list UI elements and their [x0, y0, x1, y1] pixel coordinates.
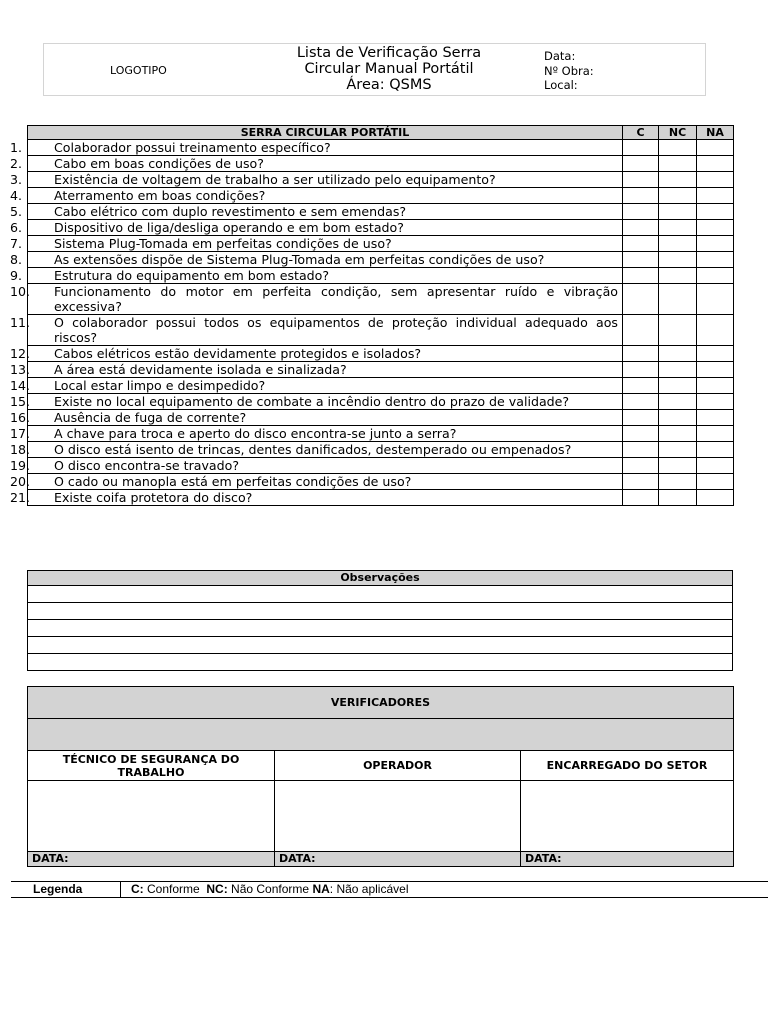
answer-nc-cell[interactable] [659, 346, 697, 362]
answer-nc-cell[interactable] [659, 220, 697, 236]
col-conforme: C [623, 126, 659, 140]
answer-c-cell[interactable] [623, 188, 659, 204]
checklist-table [10, 125, 734, 506]
checklist-question [10, 490, 623, 506]
question-content [10, 140, 618, 155]
checklist-row [28, 394, 734, 410]
checklist-row [28, 156, 734, 172]
question-number: 9. [10, 268, 23, 283]
work-number-label: Nº Obra: [544, 63, 594, 78]
answer-na-cell[interactable] [697, 204, 734, 220]
question-number: 19. [10, 458, 31, 473]
question-text: A área está devidamente isolada e sinalizada? [54, 362, 347, 377]
question-content [10, 172, 618, 187]
observation-line[interactable] [28, 637, 733, 654]
answer-c-cell[interactable] [623, 378, 659, 394]
legend-nc-text: Não Conforme [231, 882, 310, 896]
checklist-row [28, 362, 734, 378]
question-text: O disco está isento de trincas, dentes danificados, destemperado ou empenados? [54, 442, 572, 457]
answer-c-cell[interactable] [623, 426, 659, 442]
answer-c-cell[interactable] [623, 252, 659, 268]
date-label: Data: [544, 49, 576, 63]
answer-na-cell[interactable] [697, 410, 734, 426]
observation-line[interactable] [28, 586, 733, 603]
answer-c-cell[interactable] [623, 458, 659, 474]
question-number: 2. [10, 156, 23, 171]
answer-na-cell[interactable] [697, 220, 734, 236]
checklist-header-row [28, 126, 734, 140]
answer-c-cell[interactable] [623, 220, 659, 236]
legend [11, 881, 768, 898]
checklist-row [28, 284, 734, 315]
question-text: Local estar limpo e desimpedido? [54, 378, 266, 393]
verifiers-table [27, 686, 734, 867]
question-content [10, 220, 618, 235]
checklist-row [28, 315, 734, 346]
question-content [10, 188, 618, 203]
question-content [10, 204, 618, 219]
answer-c-cell[interactable] [623, 172, 659, 188]
role-safety-technician: TÉCNICO DE SEGURANÇA DO TRABALHO [28, 751, 275, 781]
legend-text [131, 882, 409, 897]
checklist-question [10, 220, 623, 236]
checklist-question [10, 362, 623, 378]
answer-na-cell[interactable] [697, 156, 734, 172]
answer-nc-cell[interactable] [659, 236, 697, 252]
question-content [10, 315, 618, 345]
date-sector-supervisor[interactable]: DATA: [521, 852, 734, 867]
question-text: Funcionamento do motor em perfeita condição, sem apresentar ruído e vibração excessiva? [54, 284, 618, 314]
question-number: 3. [10, 172, 23, 187]
question-number: 21. [10, 490, 31, 505]
answer-nc-cell[interactable] [659, 426, 697, 442]
legend-c-text: Conforme [147, 882, 200, 896]
checklist-question [10, 442, 623, 458]
answer-nc-cell[interactable] [659, 188, 697, 204]
question-content [10, 474, 618, 489]
question-content [10, 362, 618, 377]
observations-table [27, 570, 733, 671]
answer-c-cell[interactable] [623, 490, 659, 506]
question-text: Existência de voltagem de trabalho a ser utilizado pelo equipamento? [54, 172, 496, 187]
question-content [10, 394, 618, 409]
question-text: Existe no local equipamento de combate a incêndio dentro do prazo de validade? [54, 394, 570, 409]
answer-na-cell[interactable] [697, 378, 734, 394]
checklist-question [10, 284, 623, 315]
answer-na-cell[interactable] [697, 362, 734, 378]
checklist-question [10, 426, 623, 442]
legend-na-text: : Não aplicável [329, 882, 409, 896]
answer-c-cell[interactable] [623, 156, 659, 172]
checklist-question [10, 410, 623, 426]
answer-na-cell[interactable] [697, 172, 734, 188]
question-number: 6. [10, 220, 23, 235]
answer-na-cell[interactable] [697, 268, 734, 284]
question-number: 18. [10, 442, 31, 457]
checklist-question [10, 346, 623, 362]
question-text: O disco encontra-se travado? [54, 458, 240, 473]
legend-c-key: C: [131, 882, 144, 896]
observation-line[interactable] [28, 603, 733, 620]
checklist-row [28, 188, 734, 204]
checklist-question [10, 236, 623, 252]
checklist-question [10, 315, 623, 346]
title-line-3: Área: QSMS [346, 77, 432, 93]
question-text: Ausência de fuga de corrente? [54, 410, 247, 425]
question-text: Colaborador possui treinamento específico? [54, 140, 331, 155]
answer-na-cell[interactable] [697, 252, 734, 268]
answer-c-cell[interactable] [623, 268, 659, 284]
checklist-row [28, 490, 734, 506]
date-safety-technician[interactable]: DATA: [28, 852, 275, 867]
answer-c-cell[interactable] [623, 315, 659, 346]
answer-nc-cell[interactable] [659, 394, 697, 410]
answer-c-cell[interactable] [623, 236, 659, 252]
question-content [10, 236, 618, 251]
answer-na-cell[interactable] [697, 284, 734, 315]
answer-nc-cell[interactable] [659, 268, 697, 284]
col-nao-aplicavel: NA [697, 126, 734, 140]
answer-na-cell[interactable] [697, 188, 734, 204]
document-title [256, 45, 522, 93]
document-header [43, 43, 706, 96]
answer-na-cell[interactable] [697, 140, 734, 156]
checklist-question [10, 268, 623, 284]
legend-label: Legenda [11, 882, 121, 897]
answer-c-cell[interactable] [623, 140, 659, 156]
observation-line[interactable] [28, 620, 733, 637]
answer-nc-cell[interactable] [659, 284, 697, 315]
answer-nc-cell[interactable] [659, 172, 697, 188]
col-nao-conforme: NC [659, 126, 697, 140]
checklist-row [28, 426, 734, 442]
verifiers-heading: VERIFICADORES [28, 687, 734, 719]
signature-sector-supervisor[interactable] [521, 781, 734, 852]
question-content [10, 156, 618, 171]
question-content [10, 426, 618, 441]
answer-na-cell[interactable] [697, 490, 734, 506]
answer-nc-cell[interactable] [659, 410, 697, 426]
question-number: 1. [10, 140, 23, 155]
question-text: Estrutura do equipamento em bom estado? [54, 268, 330, 283]
answer-c-cell[interactable] [623, 410, 659, 426]
signature-safety-technician[interactable] [28, 781, 275, 852]
question-number: 16. [10, 410, 31, 425]
checklist-row [28, 268, 734, 284]
verifiers-subheader [28, 719, 734, 751]
question-number: 10. [10, 284, 31, 299]
answer-c-cell[interactable] [623, 474, 659, 490]
answer-na-cell[interactable] [697, 426, 734, 442]
checklist-question [10, 140, 623, 156]
question-text: Cabos elétricos estão devidamente protegidos e isolados? [54, 346, 422, 361]
observation-line[interactable] [28, 654, 733, 671]
checklist-row [28, 236, 734, 252]
checklist-question [10, 394, 623, 410]
checklist-question [10, 474, 623, 490]
checklist-question [10, 156, 623, 172]
checklist-row [28, 410, 734, 426]
question-content [10, 458, 618, 473]
question-number: 12. [10, 346, 31, 361]
question-text: O cado ou manopla está em perfeitas condições de uso? [54, 474, 412, 489]
answer-na-cell[interactable] [697, 315, 734, 346]
question-number: 20. [10, 474, 31, 489]
question-content [10, 284, 618, 314]
question-text: Cabo elétrico com duplo revestimento e sem emendas? [54, 204, 407, 219]
role-sector-supervisor: ENCARREGADO DO SETOR [521, 751, 734, 781]
answer-nc-cell[interactable] [659, 252, 697, 268]
question-number: 11. [10, 315, 31, 330]
question-content [10, 410, 618, 425]
title-line-1: Lista de Verificação Serra [296, 45, 482, 61]
observations-heading: Observações [28, 571, 733, 586]
answer-nc-cell[interactable] [659, 490, 697, 506]
answer-na-cell[interactable] [697, 474, 734, 490]
answer-c-cell[interactable] [623, 394, 659, 410]
question-text: O colaborador possui todos os equipamentos de proteção individual adequado aos riscos? [54, 315, 618, 345]
checklist-question [10, 172, 623, 188]
checklist-question [10, 204, 623, 220]
checklist-question [10, 252, 623, 268]
checklist-row [28, 220, 734, 236]
answer-c-cell[interactable] [623, 346, 659, 362]
question-text: Aterramento em boas condições? [54, 188, 266, 203]
checklist-row [28, 442, 734, 458]
checklist-heading: SERRA CIRCULAR PORTÁTIL [28, 126, 623, 140]
answer-nc-cell[interactable] [659, 140, 697, 156]
answer-na-cell[interactable] [697, 394, 734, 410]
question-number: 5. [10, 204, 23, 219]
answer-nc-cell[interactable] [659, 458, 697, 474]
question-number: 4. [10, 188, 23, 203]
question-number: 7. [10, 236, 23, 251]
checklist-row [28, 252, 734, 268]
question-text: Dispositivo de liga/desliga operando e em bom estado? [54, 220, 404, 235]
answer-c-cell[interactable] [623, 442, 659, 458]
checklist-row [28, 458, 734, 474]
question-text: Cabo em boas condições de uso? [54, 156, 264, 171]
question-number: 8. [10, 252, 23, 267]
checklist-row [28, 378, 734, 394]
checklist-row [28, 474, 734, 490]
question-content [10, 346, 618, 361]
question-number: 15. [10, 394, 31, 409]
checklist-row [28, 204, 734, 220]
answer-nc-cell[interactable] [659, 204, 697, 220]
question-number: 13. [10, 362, 31, 377]
answer-na-cell[interactable] [697, 442, 734, 458]
question-content [10, 252, 618, 267]
answer-nc-cell[interactable] [659, 156, 697, 172]
question-content [10, 442, 618, 457]
role-operator: OPERADOR [275, 751, 521, 781]
answer-nc-cell[interactable] [659, 315, 697, 346]
question-text: Existe coifa protetora do disco? [54, 490, 253, 505]
question-number: 17. [10, 426, 31, 441]
checklist-question [10, 458, 623, 474]
question-text: A chave para troca e aperto do disco encontra-se junto a serra? [54, 426, 457, 441]
date-operator[interactable]: DATA: [275, 852, 521, 867]
checklist-row [28, 172, 734, 188]
logo-placeholder: LOGOTIPO [110, 64, 167, 77]
checklist-question [10, 188, 623, 204]
title-line-2: Circular Manual Portátil [304, 61, 474, 77]
answer-c-cell[interactable] [623, 204, 659, 220]
question-text: As extensões dispõe de Sistema Plug-Tomada em perfeitas condições de uso? [54, 252, 545, 267]
answer-nc-cell[interactable] [659, 474, 697, 490]
answer-c-cell[interactable] [623, 362, 659, 378]
checklist-question [10, 378, 623, 394]
question-content [10, 268, 618, 283]
legend-nc-key: NC: [206, 882, 228, 896]
checklist-row [28, 346, 734, 362]
legend-na-key: NA [312, 882, 330, 896]
answer-na-cell[interactable] [697, 458, 734, 474]
answer-nc-cell[interactable] [659, 378, 697, 394]
answer-nc-cell[interactable] [659, 442, 697, 458]
signature-operator[interactable] [275, 781, 521, 852]
question-content [10, 490, 618, 505]
question-text: Sistema Plug-Tomada em perfeitas condições de uso? [54, 236, 392, 251]
question-number: 14. [10, 378, 31, 393]
location-label: Local: [544, 78, 578, 92]
header-meta [544, 49, 594, 93]
answer-na-cell[interactable] [697, 236, 734, 252]
checklist-row [28, 140, 734, 156]
answer-c-cell[interactable] [623, 284, 659, 315]
answer-nc-cell[interactable] [659, 362, 697, 378]
answer-na-cell[interactable] [697, 346, 734, 362]
question-content [10, 378, 618, 393]
